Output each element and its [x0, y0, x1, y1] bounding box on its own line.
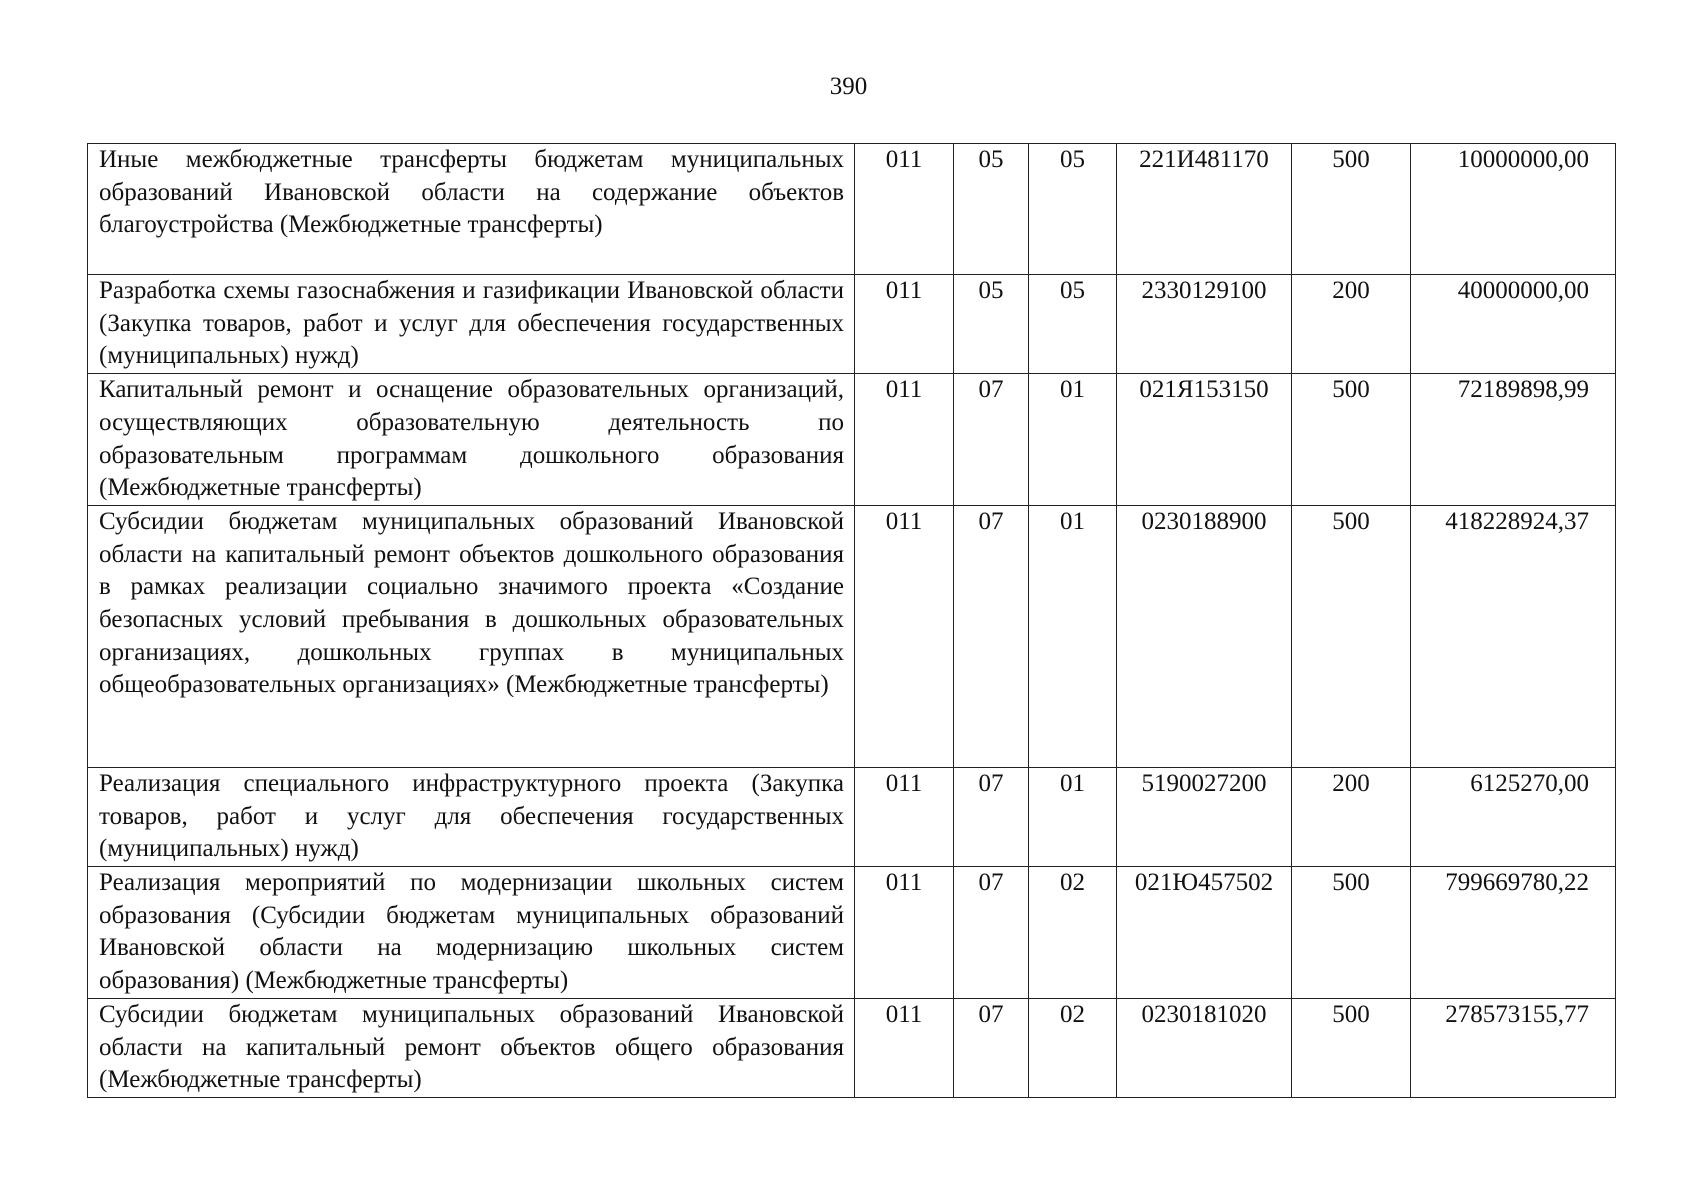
row-expense-type: 500: [1292, 998, 1411, 1097]
row-target-code: 0230188900: [1117, 505, 1292, 767]
row-description: Субсидии бюджетам муниципальных образований Ивановской области на капитальный ремонт объектов дошкольного образования в рамках реализации социально значимого проекта «Создание безопасных условий пребывания в дошкольных образовательных организациях, дошкольных группах в муниципальных общеобразовательных организациях» (Межбюджетные трансферты): [88, 505, 855, 767]
table-row: [88, 144, 1616, 275]
table-row: [88, 505, 1616, 767]
row-expense-type: 200: [1292, 767, 1411, 866]
row-amount: 418228924,37: [1411, 505, 1616, 767]
table-row: [88, 998, 1616, 1097]
row-amount: 799669780,22: [1411, 867, 1616, 999]
table-row: [88, 867, 1616, 999]
row-amount: 278573155,77: [1411, 998, 1616, 1097]
row-target-code: 2330129100: [1117, 275, 1292, 374]
table-row: [88, 374, 1616, 506]
row-amount: 6125270,00: [1411, 767, 1616, 866]
row-description: Субсидии бюджетам муниципальных образований Ивановской области на капитальный ремонт объектов общего образования (Межбюджетные трансферты): [88, 998, 855, 1097]
row-subsection-code: 01: [1029, 767, 1117, 866]
row-admin-code: 011: [855, 505, 954, 767]
row-section-code: 05: [954, 144, 1029, 275]
table-row: [88, 767, 1616, 866]
row-subsection-code: 05: [1029, 144, 1117, 275]
row-admin-code: 011: [855, 144, 954, 275]
row-admin-code: 011: [855, 275, 954, 374]
row-amount: 40000000,00: [1411, 275, 1616, 374]
row-subsection-code: 02: [1029, 998, 1117, 1097]
row-description: Капитальный ремонт и оснащение образовательных организаций, осуществляющих образовательную деятельность по образовательным программам дошкольного образования (Межбюджетные трансферты): [88, 374, 855, 506]
row-description: Иные межбюджетные трансферты бюджетам муниципальных образований Ивановской области на содержание объектов благоустройства (Межбюджетные трансферты): [88, 144, 855, 275]
row-target-code: 021Я153150: [1117, 374, 1292, 506]
page-number: 390: [829, 73, 868, 100]
row-expense-type: 500: [1292, 867, 1411, 999]
row-target-code: 221И481170: [1117, 144, 1292, 275]
row-subsection-code: 02: [1029, 867, 1117, 999]
row-expense-type: 500: [1292, 374, 1411, 506]
row-section-code: 07: [954, 998, 1029, 1097]
row-admin-code: 011: [855, 998, 954, 1097]
row-description: Реализация мероприятий по модернизации школьных систем образования (Субсидии бюджетам муниципальных образований Ивановской области на модернизацию школьных систем образования) (Межбюджетные трансферты): [88, 867, 855, 999]
row-target-code: 021Ю457502: [1117, 867, 1292, 999]
row-admin-code: 011: [855, 767, 954, 866]
row-amount: 10000000,00: [1411, 144, 1616, 275]
row-expense-type: 500: [1292, 505, 1411, 767]
row-subsection-code: 05: [1029, 275, 1117, 374]
row-section-code: 05: [954, 275, 1029, 374]
row-subsection-code: 01: [1029, 374, 1117, 506]
row-section-code: 07: [954, 867, 1029, 999]
row-target-code: 0230181020: [1117, 998, 1292, 1097]
row-admin-code: 011: [855, 867, 954, 999]
budget-table: [87, 143, 1616, 1098]
row-target-code: 5190027200: [1117, 767, 1292, 866]
row-section-code: 07: [954, 505, 1029, 767]
row-amount: 72189898,99: [1411, 374, 1616, 506]
table-row: [88, 275, 1616, 374]
row-admin-code: 011: [855, 374, 954, 506]
row-expense-type: 500: [1292, 144, 1411, 275]
row-subsection-code: 01: [1029, 505, 1117, 767]
row-section-code: 07: [954, 374, 1029, 506]
row-description: Разработка схемы газоснабжения и газификации Ивановской области (Закупка товаров, работ и услуг для обеспечения государственных (муниципальных) нужд): [88, 275, 855, 374]
row-description: Реализация специального инфраструктурного проекта (Закупка товаров, работ и услуг для обеспечения государственных (муниципальных) нужд): [88, 767, 855, 866]
row-expense-type: 200: [1292, 275, 1411, 374]
row-section-code: 07: [954, 767, 1029, 866]
